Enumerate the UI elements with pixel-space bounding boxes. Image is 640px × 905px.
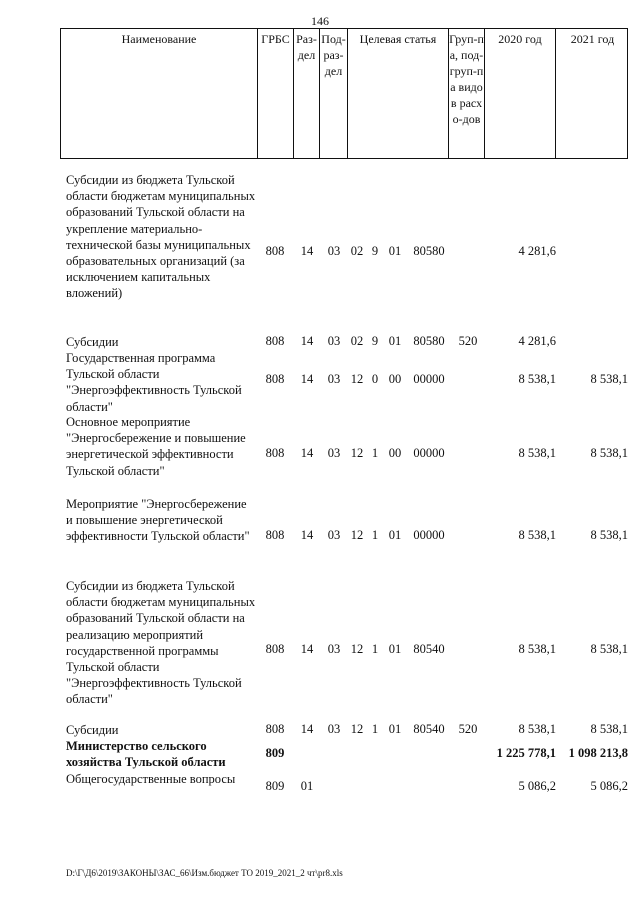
cell-pr: 03	[327, 722, 341, 736]
row-name: Субсидии из бюджета Тульской области бюджетам муниципальных образований Тульской области на укрепление материально-технической базы муниципальных образовательных организаций (за исключением капитальных вложений)	[66, 173, 256, 301]
cell-t2: 1	[371, 722, 379, 736]
cell-grbs: 808	[265, 334, 285, 348]
cell-grbs: 808	[265, 722, 285, 736]
cell-grbs: 808	[265, 528, 285, 542]
cell-t2: 9	[371, 334, 379, 348]
cell-grbs: 808	[265, 244, 285, 258]
cell-y2021: 1 098 213,8	[568, 746, 628, 760]
cell-y2021: 5 086,2	[590, 779, 628, 793]
header-2020: 2020 год	[485, 29, 556, 158]
header-2021: 2021 год	[570, 32, 615, 46]
cell-vr: 520	[458, 334, 478, 348]
row-name: Государственная программа Тульской области "Энергоэффективность Тульской области"	[66, 351, 242, 414]
cell-pr: 03	[327, 446, 341, 460]
cell-rz: 14	[300, 528, 314, 542]
cell-t4: 80540	[413, 722, 445, 736]
page-number: 146	[311, 14, 329, 28]
cell-y2021: 8 538,1	[590, 446, 628, 460]
cell-y2021: 8 538,1	[590, 372, 628, 386]
cell-t1: 12	[350, 372, 364, 386]
cell-vr: 520	[458, 722, 478, 736]
row-name: Основное мероприятие "Энергосбережение и повышение энергетической эффективности Тульской области"	[66, 415, 246, 478]
cell-rz: 14	[300, 372, 314, 386]
cell-rz: 14	[300, 244, 314, 258]
cell-t4: 00000	[413, 446, 445, 460]
cell-y2020: 4 281,6	[518, 244, 556, 258]
cell-rz: 14	[300, 642, 314, 656]
cell-t1: 12	[350, 528, 364, 542]
cell-t4: 80540	[413, 642, 445, 656]
cell-y2020: 8 538,1	[518, 722, 556, 736]
cell-t4: 80580	[413, 334, 445, 348]
cell-t3: 00	[388, 446, 402, 460]
cell-grbs: 808	[265, 446, 285, 460]
row-name: Субсидии из бюджета Тульской области бюджетам муниципальных образований Тульской области на реализацию мероприятий государственной программы Тульской области "Энергоэффективность Тульской области"	[66, 579, 256, 707]
cell-y2020: 8 538,1	[518, 372, 556, 386]
cell-t1: 12	[350, 446, 364, 460]
cell-t2: 1	[371, 446, 379, 460]
row-name: Субсидии	[66, 335, 119, 349]
cell-t3: 00	[388, 372, 402, 386]
cell-t2: 1	[371, 642, 379, 656]
file-path-footer: D:\Г\Д6\2019\ЗАКОНЫ\ЗАС_66\Изм.бюджет ТО 2019_2021_2 чт\pr8.xls	[66, 868, 343, 878]
cell-pr: 03	[327, 528, 341, 542]
cell-y2020: 8 538,1	[518, 446, 556, 460]
cell-y2020: 8 538,1	[518, 642, 556, 656]
cell-t4: 80580	[413, 244, 445, 258]
row-name: Министерство сельского хозяйства Тульской области	[66, 739, 226, 770]
cell-grbs: 808	[265, 372, 285, 386]
header-razdel	[294, 29, 320, 158]
cell-t3: 01	[388, 334, 402, 348]
header-group-text: Груп-па, под-груп-па видов расхо-дов	[449, 32, 484, 126]
cell-y2021: 8 538,1	[590, 642, 628, 656]
row-name: Общегосударственные вопросы	[66, 772, 236, 786]
cell-y2021: 8 538,1	[590, 528, 628, 542]
table-header	[60, 28, 628, 159]
cell-t1: 02	[350, 244, 364, 258]
cell-rz: 14	[300, 722, 314, 736]
cell-y2020: 8 538,1	[518, 528, 556, 542]
cell-t3: 01	[388, 244, 402, 258]
header-podrazdel-text: Под-раз-дел	[321, 32, 346, 78]
cell-pr: 03	[327, 244, 341, 258]
header-group	[449, 29, 485, 158]
cell-y2020: 1 225 778,1	[496, 746, 556, 760]
cell-t3: 01	[388, 642, 402, 656]
cell-t4: 00000	[413, 528, 445, 542]
cell-t2: 9	[371, 244, 379, 258]
cell-y2020: 5 086,2	[518, 779, 556, 793]
cell-pr: 03	[327, 372, 341, 386]
row-name: Мероприятие "Энергосбережение и повышение энергетической эффективности Тульской области"	[66, 497, 250, 544]
cell-rz: 14	[300, 446, 314, 460]
header-grbs: ГРБС	[258, 29, 294, 158]
row-name: Субсидии	[66, 723, 119, 737]
cell-grbs: 809	[265, 779, 285, 793]
cell-grbs: 808	[265, 642, 285, 656]
header-target: Целевая статья	[348, 29, 449, 158]
cell-y2020: 4 281,6	[518, 334, 556, 348]
cell-t3: 01	[388, 722, 402, 736]
cell-rz: 01	[300, 779, 314, 793]
cell-grbs: 809	[265, 746, 285, 760]
cell-t3: 01	[388, 528, 402, 542]
cell-t2: 0	[371, 372, 379, 386]
cell-t1: 12	[350, 642, 364, 656]
header-podrazdel	[320, 29, 348, 158]
header-razdel-text: Раз-дел	[296, 32, 317, 62]
cell-pr: 03	[327, 334, 341, 348]
cell-t1: 12	[350, 722, 364, 736]
header-name: Наименование	[61, 29, 258, 158]
cell-pr: 03	[327, 642, 341, 656]
cell-t2: 1	[371, 528, 379, 542]
cell-t1: 02	[350, 334, 364, 348]
cell-t4: 00000	[413, 372, 445, 386]
cell-y2021: 8 538,1	[590, 722, 628, 736]
cell-rz: 14	[300, 334, 314, 348]
